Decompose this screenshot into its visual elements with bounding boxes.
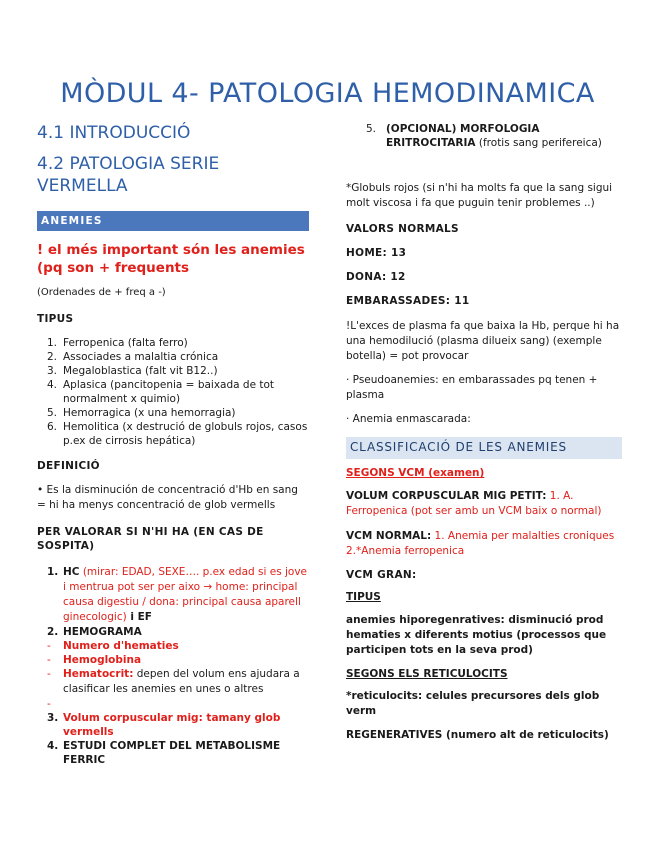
list-item: 5. (OPCIONAL) MORFOLOGIA ERITROCITARIA (frotis sang perifereica) <box>366 123 602 149</box>
vcm-petit: VOLUM CORPUSCULAR MIG PETIT: 1. A. Ferropenica (pot ser amb un VCM baix o normal) <box>346 490 602 517</box>
segons-vcm-heading: SEGONS VCM (examen) <box>346 467 485 479</box>
page-title: MÒDUL 4- PATOLOGIA HEMODINAMICA <box>60 78 595 109</box>
ordenades-note: (Ordenades de + freq a -) <box>37 287 166 298</box>
segons-reticulocits-heading: SEGONS ELS RETICULOCITS <box>346 668 508 680</box>
list-item: 1. Ferropenica (falta ferro) <box>47 337 188 349</box>
important-note: ! el més important són les anemies (pq son + frequents <box>37 242 305 276</box>
vcm-normal: VCM NORMAL: 1. Anemia per malalties croniques 2.*Anemia ferropenica <box>346 530 615 557</box>
hiporegeneratives-text: anemies hiporegenratives: disminució prod hematies x diferents motius (processos que participen tots en la seva prod) <box>346 614 607 656</box>
list-item: 3. Megaloblastica (falt vit B12..) <box>47 365 218 377</box>
reticulocits-definition: *reticulocits: celules precursores dels glob verm <box>346 690 600 717</box>
list-item: 1. HC (mirar: EDAD, SEXE…. p.ex edad si es jove i mentrua pot ser per aixo → home: principal causa digestiu / dona: principal causa aparell ginecologic) i EF <box>47 566 308 623</box>
tipus-label: TIPUS <box>37 313 74 325</box>
list-item: - Hemoglobina <box>47 654 142 666</box>
list-item: 5. Hemorragica (x una hemorragia) <box>47 407 236 419</box>
pseudoanemies-note: · Pseudoanemies: en embarassades pq tenen + plasma <box>346 374 598 401</box>
left-column <box>37 122 309 767</box>
valorar-label: PER VALORAR SI N'HI HA (EN CAS DE SOSPITA) <box>37 526 264 552</box>
tipus-list <box>37 336 309 448</box>
valor-dona: DONA: 12 <box>346 271 406 283</box>
tipus-heading-right: TIPUS <box>346 591 381 603</box>
exces-plasma-note: !L'exces de plasma fa que baixa la Hb, perque hi ha una hemodilució (plasma dilueix sang) (exemple botella) = pot provocar <box>346 320 620 362</box>
section-band-anemies: ANEMIES <box>37 211 309 231</box>
list-item: - Hematocrit: depen del volum ens ajudara a clasificar les anemies en unes o altres <box>47 668 300 695</box>
section-band-classificacio: CLASSIFICACIÓ DE LES ANEMIES <box>346 437 622 459</box>
valors-normals-label: VALORS NORMALS <box>346 223 459 235</box>
heading-introduccio: 4.1 INTRODUCCIÓ <box>37 123 191 143</box>
regeneratives-text: REGENERATIVES (numero alt de reticulocits) <box>346 729 609 741</box>
definicio-text: • Es la disminución de concentració d'Hb en sang = hi ha menys concentració de glob vermells <box>37 484 298 511</box>
heading-patologia-serie-vermella: 4.2 PATOLOGIA SERIE VERMELLA <box>37 154 220 196</box>
valor-embarassades: EMBARASSADES: 11 <box>346 295 470 307</box>
vcm-gran: VCM GRAN: <box>346 569 417 581</box>
list-item: - <box>47 698 51 710</box>
anemia-enmascarada-note: · Anemia enmascarada: <box>346 413 471 425</box>
valor-home: HOME: 13 <box>346 247 407 259</box>
valorar-list <box>37 565 309 767</box>
list-item: 3. Volum corpuscular mig: tamany glob vermells <box>47 712 281 738</box>
list-item: 4. ESTUDI COMPLET DEL METABOLISME FERRIC <box>47 740 281 766</box>
list-item: 6. Hemolitica (x destrució de globuls rojos, casos p.ex de cirrosis hepática) <box>47 421 308 447</box>
list-item: 2. Associades a malaltia crónica <box>47 351 219 363</box>
globuls-note: *Globuls rojos (si n'hi ha molts fa que la sang sigui molt viscosa i fa que puguin tenir problemes ..) <box>346 182 613 209</box>
list-item: 2. HEMOGRAMA <box>47 626 142 638</box>
right-column <box>346 122 622 743</box>
list-item: 4. Aplasica (pancitopenia = baixada de tot normalment x quimio) <box>47 379 275 405</box>
definicio-label: DEFINICIÓ <box>37 460 100 472</box>
list-item: - Numero d'hematies <box>47 640 179 652</box>
